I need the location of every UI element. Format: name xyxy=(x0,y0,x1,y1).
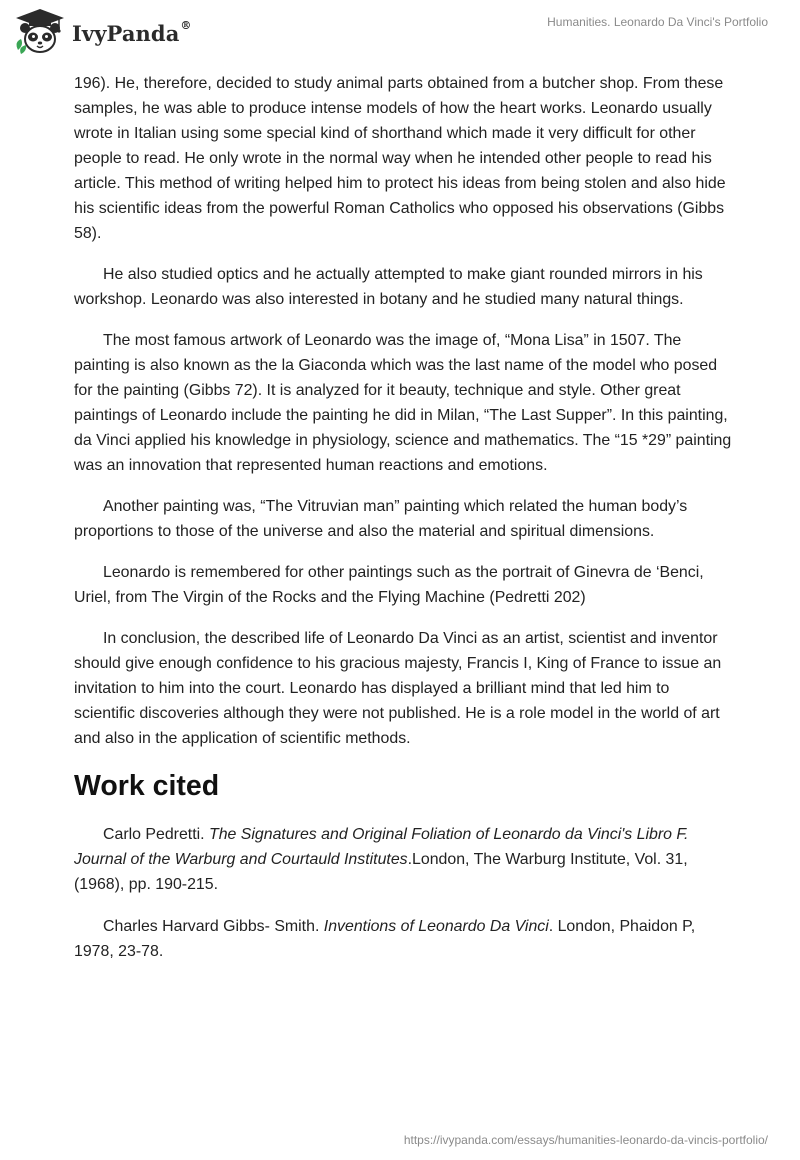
page-header xyxy=(0,0,800,70)
citation-entry-1 xyxy=(74,822,734,897)
brand-name: IvyPanda® xyxy=(72,18,192,46)
paragraph-6: In conclusion, the described life of Leonardo Da Vinci as an artist, scientist and inventor should give enough confidence to his gracious majesty, Francis I, King of France to issue an invitation to him into the court. Leonardo has displayed a brilliant mind that led him to scientific discoveries although they were not published. He is a role model in the world of art and also in the application of scientific methods. xyxy=(74,630,722,747)
citation-details: . London, Phaidon P, 1978, 23-78. xyxy=(74,918,696,960)
source-url[interactable]: https://ivypanda.com/essays/humanities-leonardo-da-vincis-portfolio/ xyxy=(403,1133,768,1147)
works-cited-heading: Work cited xyxy=(74,770,220,802)
ivypanda-logo[interactable] xyxy=(12,6,192,56)
citation-entry-2 xyxy=(74,914,734,964)
essay-content xyxy=(74,71,734,981)
citation-author: Charles Harvard Gibbs- Smith. xyxy=(103,918,324,935)
citation-title: Inventions of Leonardo Da Vinci xyxy=(323,918,549,935)
paragraph-3: The most famous artwork of Leonardo was the image of, “Mona Lisa” in 1507. The painting is also known as the la Giaconda which was the last name of the model who posed for the painting (Gibbs 72). It is analyzed for it beauty, technique and style. Other great paintings of Leonardo include the painting he did in Milan, “The Last Supper”. In this painting, da Vinci applied his knowledge in physiology, science and mathematics. The “15 *29” painting was an innovation that represented human reactions and emotions. xyxy=(74,332,732,474)
citation-details: .London, The Warburg Institute, Vol. 31, (1968), pp. 190-215. xyxy=(74,851,688,893)
paragraph-5: Leonardo is remembered for other paintings such as the portrait of Ginevra de ‘Benci, Uriel, from The Virgin of the Rocks and the Flying Machine (Pedretti 202) xyxy=(74,564,704,606)
running-title: Humanities. Leonardo Da Vinci's Portfolio xyxy=(547,15,768,29)
paragraph-4: Another painting was, “The Vitruvian man” painting which related the human body’s proportions to those of the universe and also the material and spiritual dimensions. xyxy=(74,498,688,540)
citation-author: Carlo Pedretti. xyxy=(103,826,209,843)
paragraph-2: He also studied optics and he actually attempted to make giant rounded mirrors in his workshop. Leonardo was also interested in botany and he studied many natural things. xyxy=(74,266,703,308)
paragraph-1: 196). He, therefore, decided to study animal parts obtained from a butcher shop. From these samples, he was able to produce intense models of how the heart works. Leonardo usually wrote in Italian using some special kind of shorthand which made it very difficult for other people to read. He only wrote in the normal way when he intended other people to read his article. This method of writing helped him to protect his ideas from being stolen and also hide his scientific ideas from the powerful Roman Catholics who opposed his observations (Gibbs 58). xyxy=(74,75,726,242)
citation-title: The Signatures and Original Foliation of Leonardo da Vinci's Libro F. Journal of the Warburg and Courtauld Institutes xyxy=(74,826,689,868)
panda-graduate-icon xyxy=(12,6,68,56)
